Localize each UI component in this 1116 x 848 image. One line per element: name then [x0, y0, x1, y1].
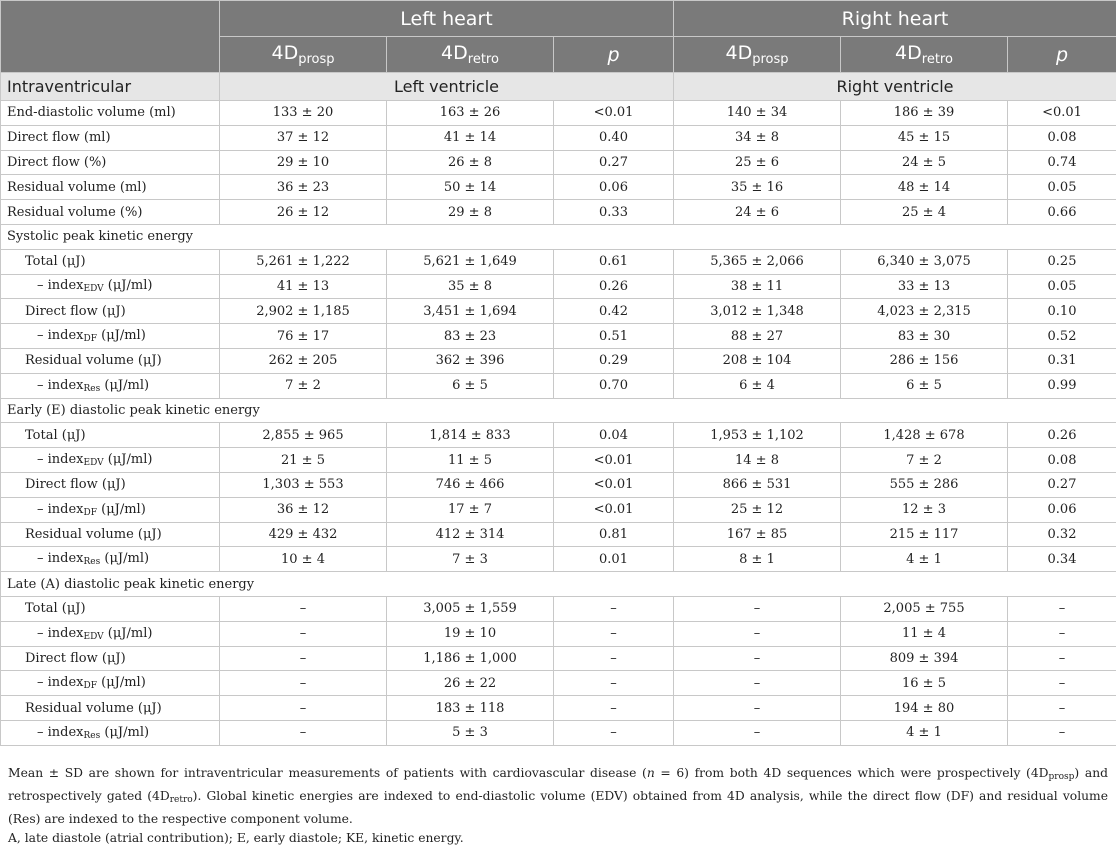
cell-left-p: <0.01: [554, 497, 674, 522]
cell-left-retro: 29 ± 8: [387, 200, 554, 225]
cell-left-retro: 26 ± 22: [387, 671, 554, 696]
cell-left-retro: 83 ± 23: [387, 324, 554, 349]
col-left-retro: $4D_{retro}$: [387, 37, 554, 73]
header-row-groups: [1, 1, 1116, 37]
cell-right-p: 0.27: [1008, 472, 1116, 497]
cell-right-retro: 1,428 ± 678: [841, 423, 1008, 448]
cell-right-retro: 11 ± 4: [841, 621, 1008, 646]
cell-left-prosp: 262 ± 205: [220, 348, 387, 373]
table-row: [1, 274, 1116, 299]
cell-right-p: –: [1008, 621, 1116, 646]
table-row: [1, 175, 1116, 200]
group-title: Systolic peak kinetic energy: [1, 224, 1116, 249]
cell-left-prosp: –: [220, 596, 387, 621]
cell-left-prosp: 2,855 ± 965: [220, 423, 387, 448]
cell-right-prosp: 5,365 ± 2,066: [674, 249, 841, 274]
cell-left-p: –: [554, 621, 674, 646]
group-title-row: [1, 224, 1116, 249]
cell-right-prosp: 25 ± 6: [674, 150, 841, 175]
row-label: – indexRes (μJ/ml): [1, 547, 220, 572]
cell-right-prosp: 38 ± 11: [674, 274, 841, 299]
group-title-row: [1, 572, 1116, 597]
row-label: – indexDF (μJ/ml): [1, 497, 220, 522]
row-label: Residual volume (μJ): [1, 522, 220, 547]
right-heart-header: Right heart: [674, 1, 1116, 37]
cell-left-retro: 183 ± 118: [387, 696, 554, 721]
cell-left-retro: 5,621 ± 1,649: [387, 249, 554, 274]
cell-right-p: –: [1008, 646, 1116, 671]
cell-right-prosp: 34 ± 8: [674, 125, 841, 150]
cell-left-p: <0.01: [554, 101, 674, 126]
group-title-row: [1, 398, 1116, 423]
cell-right-prosp: 6 ± 4: [674, 373, 841, 398]
cell-right-p: <0.01: [1008, 101, 1116, 126]
cell-left-retro: 3,005 ± 1,559: [387, 596, 554, 621]
table-row: [1, 497, 1116, 522]
table-row: [1, 720, 1116, 745]
cell-left-retro: 163 ± 26: [387, 101, 554, 126]
row-label: Residual volume (%): [1, 200, 220, 225]
cell-right-p: 0.26: [1008, 423, 1116, 448]
table-row: [1, 596, 1116, 621]
row-label: Total (μJ): [1, 423, 220, 448]
cell-left-prosp: 5,261 ± 1,222: [220, 249, 387, 274]
group-title: Late (A) diastolic peak kinetic energy: [1, 572, 1116, 597]
cell-right-prosp: 866 ± 531: [674, 472, 841, 497]
cell-left-p: –: [554, 671, 674, 696]
cell-left-prosp: 41 ± 13: [220, 274, 387, 299]
cell-right-prosp: –: [674, 621, 841, 646]
cell-left-prosp: 29 ± 10: [220, 150, 387, 175]
cell-right-prosp: –: [674, 646, 841, 671]
footnote-paragraph-2: A, late diastole (atrial contribution); E, early diastole; KE, kinetic energy.: [8, 829, 1108, 848]
cell-right-prosp: 208 ± 104: [674, 348, 841, 373]
cell-right-p: 0.32: [1008, 522, 1116, 547]
cell-left-p: 0.06: [554, 175, 674, 200]
cell-right-retro: 186 ± 39: [841, 101, 1008, 126]
cell-left-prosp: –: [220, 720, 387, 745]
cell-right-retro: 16 ± 5: [841, 671, 1008, 696]
cell-right-p: 0.52: [1008, 324, 1116, 349]
row-label: – indexEDV (μJ/ml): [1, 448, 220, 473]
table-footnote: [8, 764, 1108, 848]
cell-right-prosp: 24 ± 6: [674, 200, 841, 225]
cell-right-prosp: 88 ± 27: [674, 324, 841, 349]
cell-right-prosp: –: [674, 671, 841, 696]
cell-left-prosp: 26 ± 12: [220, 200, 387, 225]
cell-right-p: 0.05: [1008, 274, 1116, 299]
table-row: [1, 324, 1116, 349]
cell-left-p: –: [554, 720, 674, 745]
cell-left-p: –: [554, 646, 674, 671]
cell-left-prosp: 429 ± 432: [220, 522, 387, 547]
table-row: [1, 621, 1116, 646]
cell-left-p: 0.61: [554, 249, 674, 274]
cell-right-p: 0.74: [1008, 150, 1116, 175]
cell-left-retro: 17 ± 7: [387, 497, 554, 522]
cell-left-p: 0.29: [554, 348, 674, 373]
cell-right-prosp: –: [674, 596, 841, 621]
cell-right-retro: 4 ± 1: [841, 547, 1008, 572]
cell-left-retro: 6 ± 5: [387, 373, 554, 398]
cell-left-prosp: –: [220, 671, 387, 696]
col-right-prosp: $4D_{prosp}$: [674, 37, 841, 73]
cell-left-p: 0.33: [554, 200, 674, 225]
cell-left-prosp: 10 ± 4: [220, 547, 387, 572]
cell-left-prosp: 21 ± 5: [220, 448, 387, 473]
cell-right-retro: 809 ± 394: [841, 646, 1008, 671]
table-row: [1, 696, 1116, 721]
cell-left-p: 0.70: [554, 373, 674, 398]
cell-left-prosp: 1,303 ± 553: [220, 472, 387, 497]
cell-right-prosp: 140 ± 34: [674, 101, 841, 126]
row-label: Residual volume (μJ): [1, 696, 220, 721]
cell-left-retro: 746 ± 466: [387, 472, 554, 497]
row-label: – indexEDV (μJ/ml): [1, 274, 220, 299]
cell-left-p: 0.01: [554, 547, 674, 572]
cell-right-retro: 7 ± 2: [841, 448, 1008, 473]
section-right-ventricle: Right ventricle: [674, 73, 1116, 101]
cell-left-p: –: [554, 596, 674, 621]
col-left-prosp: $4D_{prosp}$: [220, 37, 387, 73]
cell-left-p: 0.04: [554, 423, 674, 448]
cell-right-retro: 6 ± 5: [841, 373, 1008, 398]
cell-left-retro: 5 ± 3: [387, 720, 554, 745]
cell-right-retro: 25 ± 4: [841, 200, 1008, 225]
cell-left-retro: 7 ± 3: [387, 547, 554, 572]
cell-right-retro: 4,023 ± 2,315: [841, 299, 1008, 324]
cell-right-prosp: 14 ± 8: [674, 448, 841, 473]
cell-right-p: 0.10: [1008, 299, 1116, 324]
cell-right-p: 0.05: [1008, 175, 1116, 200]
cell-left-prosp: –: [220, 696, 387, 721]
cell-right-p: 0.08: [1008, 125, 1116, 150]
cell-left-p: <0.01: [554, 472, 674, 497]
cell-left-retro: 26 ± 8: [387, 150, 554, 175]
row-label: Total (μJ): [1, 249, 220, 274]
table-row: [1, 423, 1116, 448]
cell-right-retro: 33 ± 13: [841, 274, 1008, 299]
table-row: [1, 547, 1116, 572]
section-row: [1, 73, 1116, 101]
table-row: [1, 299, 1116, 324]
table-row: [1, 150, 1116, 175]
cell-right-retro: 2,005 ± 755: [841, 596, 1008, 621]
cell-left-p: 0.26: [554, 274, 674, 299]
table-row: [1, 522, 1116, 547]
cell-left-retro: 11 ± 5: [387, 448, 554, 473]
row-label: Total (μJ): [1, 596, 220, 621]
left-heart-header: Left heart: [220, 1, 674, 37]
cell-left-p: 0.42: [554, 299, 674, 324]
cell-right-p: –: [1008, 696, 1116, 721]
cell-left-retro: 41 ± 14: [387, 125, 554, 150]
group-title: Early (E) diastolic peak kinetic energy: [1, 398, 1116, 423]
cell-right-retro: 555 ± 286: [841, 472, 1008, 497]
cell-right-prosp: 3,012 ± 1,348: [674, 299, 841, 324]
cell-left-prosp: 36 ± 23: [220, 175, 387, 200]
col-left-p: p: [554, 37, 674, 73]
table-row: [1, 448, 1116, 473]
table-row: [1, 373, 1116, 398]
cell-right-retro: 48 ± 14: [841, 175, 1008, 200]
cell-right-prosp: 167 ± 85: [674, 522, 841, 547]
table-row: [1, 472, 1116, 497]
row-label: – indexDF (μJ/ml): [1, 324, 220, 349]
cell-left-prosp: 7 ± 2: [220, 373, 387, 398]
cell-left-prosp: –: [220, 621, 387, 646]
cell-right-retro: 286 ± 156: [841, 348, 1008, 373]
cell-left-prosp: 76 ± 17: [220, 324, 387, 349]
cell-right-p: 0.31: [1008, 348, 1116, 373]
table-row: [1, 348, 1116, 373]
section-left-ventricle: Left ventricle: [220, 73, 674, 101]
table-row: [1, 101, 1116, 126]
cell-right-p: –: [1008, 720, 1116, 745]
cell-left-p: 0.81: [554, 522, 674, 547]
cell-right-prosp: 35 ± 16: [674, 175, 841, 200]
cell-left-prosp: 133 ± 20: [220, 101, 387, 126]
row-label: – indexRes (μJ/ml): [1, 720, 220, 745]
cell-right-retro: 83 ± 30: [841, 324, 1008, 349]
cell-left-retro: 35 ± 8: [387, 274, 554, 299]
cell-right-retro: 45 ± 15: [841, 125, 1008, 150]
cell-right-p: 0.34: [1008, 547, 1116, 572]
cell-right-prosp: 8 ± 1: [674, 547, 841, 572]
row-label: Direct flow (μJ): [1, 646, 220, 671]
cell-right-retro: 4 ± 1: [841, 720, 1008, 745]
row-label: – indexRes (μJ/ml): [1, 373, 220, 398]
cell-left-p: <0.01: [554, 448, 674, 473]
cell-left-retro: 1,814 ± 833: [387, 423, 554, 448]
table-row: [1, 249, 1116, 274]
table-row: [1, 125, 1116, 150]
footnote-paragraph-1: Mean ± SD are shown for intraventricular measurements of patients with cardiovascular disease (n = 6) from both 4D sequences which were prospectively (4Dprosp) and retrospectively gated (4Dretro). Global kinetic energies are indexed to end-diastolic volume (EDV) obtained from 4D analysis, while the direct flow (DF) and residual volume (Res) are indexed to the respective component volume.: [8, 764, 1108, 829]
cell-left-p: –: [554, 696, 674, 721]
cell-right-p: 0.99: [1008, 373, 1116, 398]
row-label: – indexDF (μJ/ml): [1, 671, 220, 696]
cell-right-p: –: [1008, 596, 1116, 621]
cell-left-prosp: 2,902 ± 1,185: [220, 299, 387, 324]
row-label: Direct flow (μJ): [1, 472, 220, 497]
header-corner: [1, 1, 220, 73]
row-label: End-diastolic volume (ml): [1, 101, 220, 126]
table-row: [1, 200, 1116, 225]
cell-right-prosp: 1,953 ± 1,102: [674, 423, 841, 448]
row-label: Residual volume (μJ): [1, 348, 220, 373]
cell-right-retro: 24 ± 5: [841, 150, 1008, 175]
cell-left-p: 0.40: [554, 125, 674, 150]
cell-right-p: 0.25: [1008, 249, 1116, 274]
cell-left-prosp: 36 ± 12: [220, 497, 387, 522]
cell-left-prosp: –: [220, 646, 387, 671]
cell-right-prosp: –: [674, 720, 841, 745]
cell-left-prosp: 37 ± 12: [220, 125, 387, 150]
cell-right-retro: 6,340 ± 3,075: [841, 249, 1008, 274]
cell-left-retro: 50 ± 14: [387, 175, 554, 200]
cell-left-retro: 19 ± 10: [387, 621, 554, 646]
table-row: [1, 646, 1116, 671]
cell-right-prosp: –: [674, 696, 841, 721]
cell-left-p: 0.27: [554, 150, 674, 175]
col-right-p: p: [1008, 37, 1116, 73]
row-label: – indexEDV (μJ/ml): [1, 621, 220, 646]
row-label: Residual volume (ml): [1, 175, 220, 200]
cell-right-p: 0.06: [1008, 497, 1116, 522]
col-right-retro: $4D_{retro}$: [841, 37, 1008, 73]
cell-left-p: 0.51: [554, 324, 674, 349]
table-row: [1, 671, 1116, 696]
cell-left-retro: 362 ± 396: [387, 348, 554, 373]
cell-right-prosp: 25 ± 12: [674, 497, 841, 522]
section-label: Intraventricular: [1, 73, 220, 101]
cell-left-retro: 1,186 ± 1,000: [387, 646, 554, 671]
row-label: Direct flow (μJ): [1, 299, 220, 324]
cell-left-retro: 3,451 ± 1,694: [387, 299, 554, 324]
row-label: Direct flow (%): [1, 150, 220, 175]
cell-right-retro: 12 ± 3: [841, 497, 1008, 522]
cell-right-p: 0.66: [1008, 200, 1116, 225]
row-label: Direct flow (ml): [1, 125, 220, 150]
cell-right-retro: 215 ± 117: [841, 522, 1008, 547]
cell-right-retro: 194 ± 80: [841, 696, 1008, 721]
cell-right-p: 0.08: [1008, 448, 1116, 473]
cell-left-retro: 412 ± 314: [387, 522, 554, 547]
cell-right-p: –: [1008, 671, 1116, 696]
